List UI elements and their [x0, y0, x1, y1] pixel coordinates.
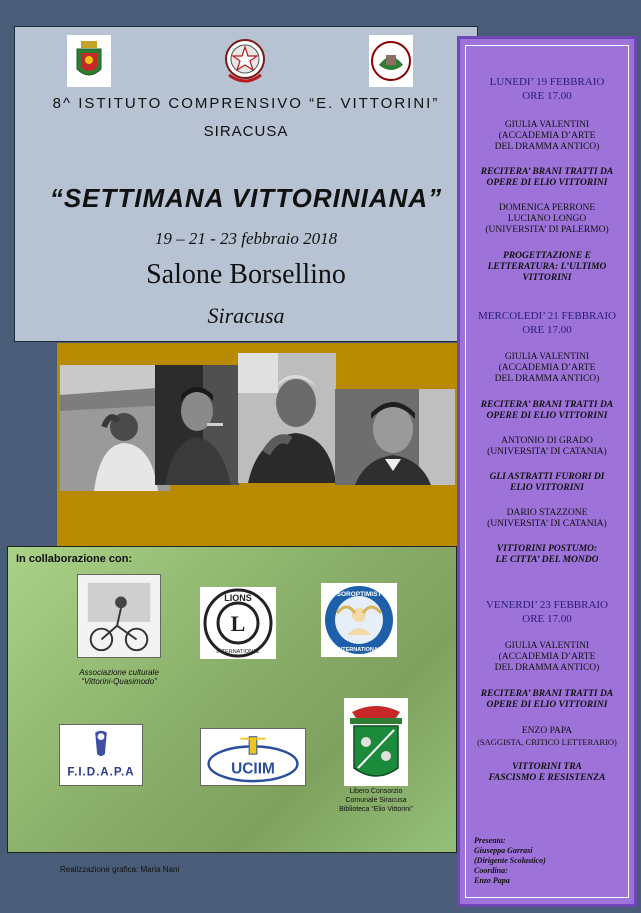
day2-block4: GLI ASTRATTI FURORI DI ELIO VITTORINI	[489, 472, 605, 493]
day2-head: MERCOLEDI’ 21 FEBBRAIO	[478, 310, 616, 322]
portrait-photo-1	[60, 365, 170, 491]
portrait-photo-4	[335, 389, 455, 485]
school-city: SIRACUSA	[203, 123, 289, 140]
italian-republic-emblem-icon	[223, 35, 267, 87]
day1-block4: PROGETTAZIONE E LETTERATURA: L’ULTIMO VITTORINI	[487, 251, 607, 283]
day3-block1: GIULIA VALENTINI (ACCADEMIA D’ARTE DEL DRAMMA ANTICO)	[494, 641, 600, 673]
day2-block3: ANTONIO DI GRADO (UNIVERSITA’ DI CATANIA)	[487, 436, 607, 457]
program-panel	[457, 36, 637, 907]
soroptimist-label: SOROPTIMIST	[336, 591, 382, 598]
collaboration-box	[7, 546, 457, 853]
siracusa-consortium-caption: Libero Consorzio Comunale Siracusa Biblioteca “Elio Vittorini”	[339, 788, 413, 813]
day3-block2: RECITERA’ BRANI TRATTI DA OPERE DI ELIO VITTORINI	[480, 689, 614, 710]
day1-time: ORE 17.00	[522, 90, 572, 102]
siracusa-consortium-crest-icon	[344, 698, 408, 786]
graphic-credits: Realizzazione grafica: Maria Nani	[60, 865, 180, 874]
fidapa-logo	[59, 724, 143, 786]
vittorini-quasimodo-caption: Associazione culturale “Vittorini-Quasimodo”	[79, 668, 159, 686]
vittorini-quasimodo-logo	[77, 574, 161, 658]
day2-block6: VITTORINI POSTUMO: LE CITTA’ DEL MONDO	[495, 544, 599, 565]
fidapa-label: F.I.D.A.P.A	[67, 765, 135, 779]
program-inner	[465, 45, 629, 898]
municipal-crest-icon	[67, 35, 111, 87]
event-dates: 19 – 21 - 23 febbraio 2018	[154, 229, 338, 248]
soroptimist-logo	[321, 583, 397, 657]
soroptimist-sub: INTERNATIONAL	[336, 647, 382, 653]
lions-logo	[200, 587, 276, 659]
header-box	[14, 26, 478, 342]
day1-head: LUNEDI’ 19 FEBBRAIO	[489, 76, 605, 88]
portrait-photo-2	[155, 365, 239, 485]
event-title: “SETTIMANA VITTORINIANA”	[49, 183, 443, 213]
event-venue: Salone Borsellino	[146, 259, 346, 290]
photo-band	[57, 343, 461, 546]
day3-block4: VITTORINI TRA FASCISMO E RESISTENZA	[488, 762, 606, 783]
collaboration-title: In collaborazione con:	[16, 553, 133, 565]
presenters: Presenta: Giuseppa Garrasi (Dirigente Scolastico) Coordina: Enzo Papa	[474, 836, 546, 885]
uciim-label: UCIIM	[231, 760, 275, 778]
day3-block3: ENZO PAPA (SAGGISTA, CRITICO LETTERARIO)	[477, 726, 617, 747]
day1-block3: DOMENICA PERRONE LUCIANO LONGO (UNIVERSITA’ DI PALERMO)	[485, 203, 609, 235]
school-name: 8^ ISTITUTO COMPRENSIVO “E. VITTORINI”	[52, 95, 440, 112]
lions-label: LIONS	[224, 593, 252, 603]
day3-head: VENERDI’ 23 FEBBRAIO	[485, 599, 608, 611]
school-logo-icon	[369, 35, 413, 87]
day2-time: ORE 17.00	[522, 324, 572, 336]
day2-block1: GIULIA VALENTINI (ACCADEMIA D’ARTE DEL DRAMMA ANTICO)	[494, 352, 600, 384]
venue-city: Siracusa	[207, 303, 285, 328]
portrait-photo-3	[238, 353, 336, 483]
day3-time: ORE 17.00	[522, 613, 572, 625]
uciim-logo	[200, 728, 306, 786]
lions-letter: L	[230, 611, 246, 636]
day2-block2: RECITERA’ BRANI TRATTI DA OPERE DI ELIO VITTORINI	[480, 400, 614, 421]
lions-sub: INTERNATIONAL	[216, 649, 260, 655]
day2-block5: DARIO STAZZONE (UNIVERSITA’ DI CATANIA)	[487, 508, 607, 529]
day1-block1: GIULIA VALENTINI (ACCADEMIA D’ARTE DEL DRAMMA ANTICO)	[494, 120, 600, 152]
day1-block2: RECITERA’ BRANI TRATTI DA OPERE DI ELIO VITTORINI	[480, 167, 614, 188]
